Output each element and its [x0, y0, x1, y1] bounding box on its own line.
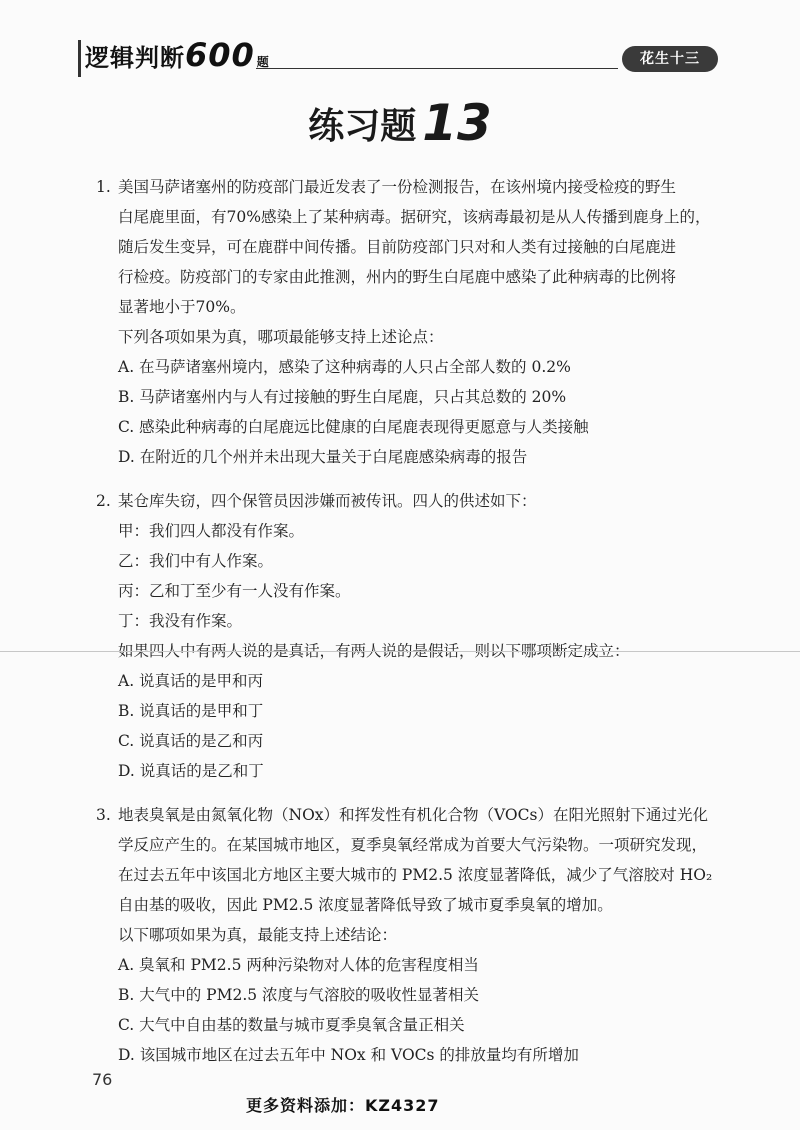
- question-number: 2.: [96, 492, 111, 510]
- book-number: 600: [185, 36, 255, 74]
- stem-line: 地表臭氧是由氮氧化物（NOx）和挥发性有机化合物（VOCs）在阳光照射下通过光化: [118, 806, 708, 824]
- stem-line: 自由基的吸收，因此 PM2.5 浓度显著降低导致了城市夏季臭氧的增加。: [118, 896, 613, 914]
- header-rule: [256, 68, 618, 69]
- option-d: D. 该国城市地区在过去五年中 NOx 和 VOCs 的排放量均有所增加: [118, 1046, 579, 1064]
- option-a: A. 臭氧和 PM2.5 两种污染物对人体的危害程度相当: [118, 956, 479, 974]
- question-list: [96, 172, 736, 1084]
- stem-line: 美国马萨诸塞州的防疫部门最近发表了一份检测报告，在该州境内接受检疫的野生: [118, 178, 677, 196]
- statement-ding: 丁：我没有作案。: [118, 612, 243, 630]
- question-3: [96, 800, 736, 1070]
- book-suffix: 题: [256, 55, 270, 69]
- option-d: D. 说真话的是乙和丁: [118, 762, 264, 780]
- title-text: 练习题: [308, 106, 417, 147]
- page-number: 76: [92, 1070, 113, 1089]
- question-2: [96, 486, 736, 786]
- statement-bing: 丙：乙和丁至少有一人没有作案。: [118, 582, 351, 600]
- page-title: [0, 94, 800, 152]
- option-c: C. 说真话的是乙和丙: [118, 732, 264, 750]
- book-title: [78, 36, 270, 77]
- statement-jia: 甲：我们四人都没有作案。: [118, 522, 305, 540]
- page-header: [78, 38, 718, 78]
- option-b: B. 说真话的是甲和丁: [118, 702, 264, 720]
- series-badge: 花生十三: [622, 46, 718, 72]
- option-c: C. 大气中自由基的数量与城市夏季臭氧含量正相关: [118, 1016, 465, 1034]
- options-grid: [118, 666, 736, 786]
- question-prompt: 如果四人中有两人说的是真话，有两人说的是假话，则以下哪项断定成立：: [118, 642, 630, 660]
- option-b: B. 大气中的 PM2.5 浓度与气溶胶的吸收性显著相关: [118, 986, 480, 1004]
- stem-line: 白尾鹿里面，有70%感染上了某种病毒。据研究，该病毒最初是从人传播到鹿身上的，: [118, 208, 711, 226]
- stem-line: 随后发生变异，可在鹿群中间传播。目前防疫部门只对和人类有过接触的白尾鹿进: [118, 238, 677, 256]
- question-number: 1.: [96, 178, 111, 196]
- option-c: C. 感染此种病毒的白尾鹿远比健康的白尾鹿表现得更愿意与人类接触: [118, 418, 589, 436]
- stem-line: 在过去五年中该国北方地区主要大城市的 PM2.5 浓度显著降低，减少了气溶胶对 HO₂: [118, 866, 713, 884]
- statement-yi: 乙：我们中有人作案。: [118, 552, 274, 570]
- option-d: D. 在附近的几个州并未出现大量关于白尾鹿感染病毒的报告: [118, 448, 528, 466]
- option-a: A. 说真话的是甲和丙: [118, 672, 264, 690]
- footer-note: 更多资料添加：KZ4327: [246, 1096, 440, 1115]
- question-1: [96, 172, 736, 472]
- title-number: 13: [422, 94, 492, 152]
- option-b: B. 马萨诸塞州内与人有过接触的野生白尾鹿，只占其总数的 20%: [118, 388, 567, 406]
- question-prompt: 以下哪项如果为真，最能支持上述结论：: [118, 926, 398, 944]
- question-stem: 某仓库失窃，四个保管员因涉嫌而被传讯。四人的供述如下：: [118, 492, 537, 510]
- stem-line: 行检疫。防疫部门的专家由此推测，州内的野生白尾鹿中感染了此种病毒的比例将: [118, 268, 677, 286]
- stem-line: 显著地小于70%。: [118, 298, 246, 316]
- option-a: A. 在马萨诸塞州境内，感染了这种病毒的人只占全部人数的 0.2%: [118, 358, 571, 376]
- stem-line: 学反应产生的。在某国城市地区，夏季臭氧经常成为首要大气污染物。一项研究发现，: [118, 836, 708, 854]
- scan-line: [0, 651, 800, 652]
- question-prompt: 下列各项如果为真，哪项最能够支持上述论点：: [118, 328, 444, 346]
- book-title-text: 逻辑判断: [85, 44, 185, 72]
- question-number: 3.: [96, 806, 111, 824]
